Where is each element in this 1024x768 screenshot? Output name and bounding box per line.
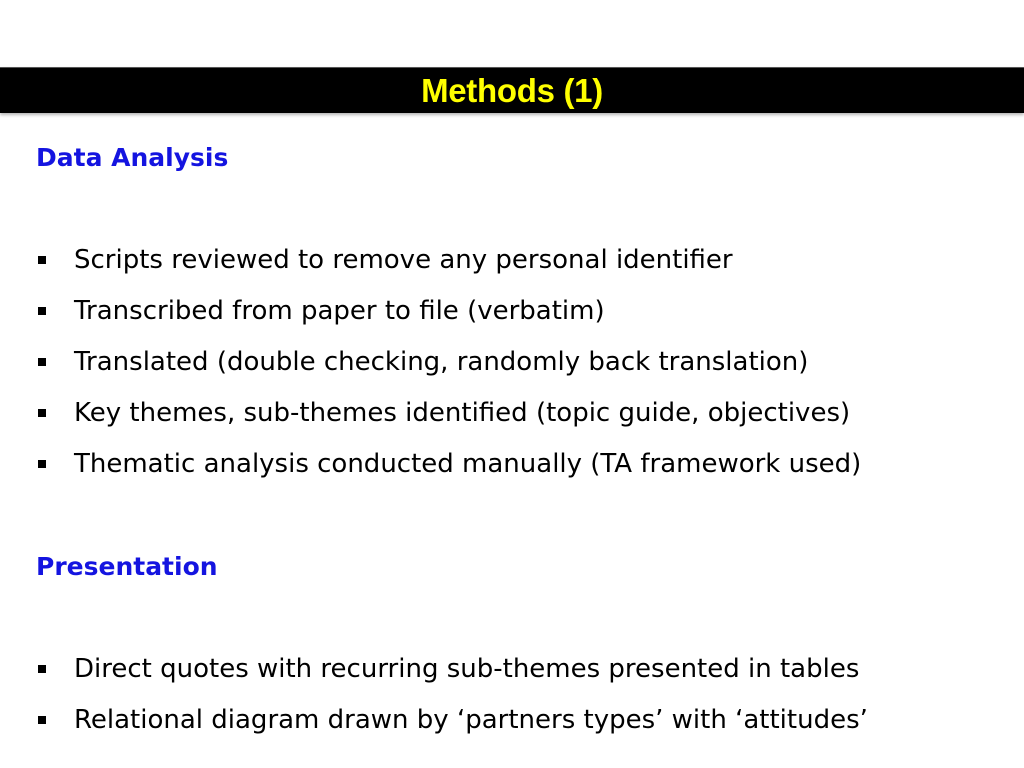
bullet-text: Translated (double checking, randomly back translation) [74, 347, 809, 377]
bullet-item [36, 345, 808, 379]
bullet-item [36, 243, 733, 277]
bullet-text: Relational diagram drawn by ‘partners types’ with ‘attitudes’ [74, 705, 868, 735]
square-bullet-icon [38, 460, 46, 468]
bullet-text: Direct quotes with recurring sub-themes presented in tables [74, 654, 860, 684]
bullet-item [36, 703, 868, 737]
square-bullet-icon [38, 716, 46, 724]
bullet-item [36, 396, 850, 430]
bullet-text: Transcribed from paper to file (verbatim) [74, 296, 605, 326]
bullet-text: Scripts reviewed to remove any personal identifier [74, 245, 733, 275]
bullet-item [36, 447, 861, 481]
title-bar [0, 67, 1024, 113]
bullet-item [36, 294, 605, 328]
bullet-text: Key themes, sub-themes identified (topic guide, objectives) [74, 398, 851, 428]
section-heading-presentation: Presentation [36, 552, 218, 581]
bullet-item [36, 652, 859, 686]
square-bullet-icon [38, 256, 46, 264]
square-bullet-icon [38, 665, 46, 673]
bullet-text: Thematic analysis conducted manually (TA framework used) [74, 449, 862, 479]
section-heading-data-analysis: Data Analysis [36, 143, 229, 172]
square-bullet-icon [38, 358, 46, 366]
square-bullet-icon [38, 307, 46, 315]
slide-title: Methods (1) [421, 72, 603, 109]
square-bullet-icon [38, 409, 46, 417]
